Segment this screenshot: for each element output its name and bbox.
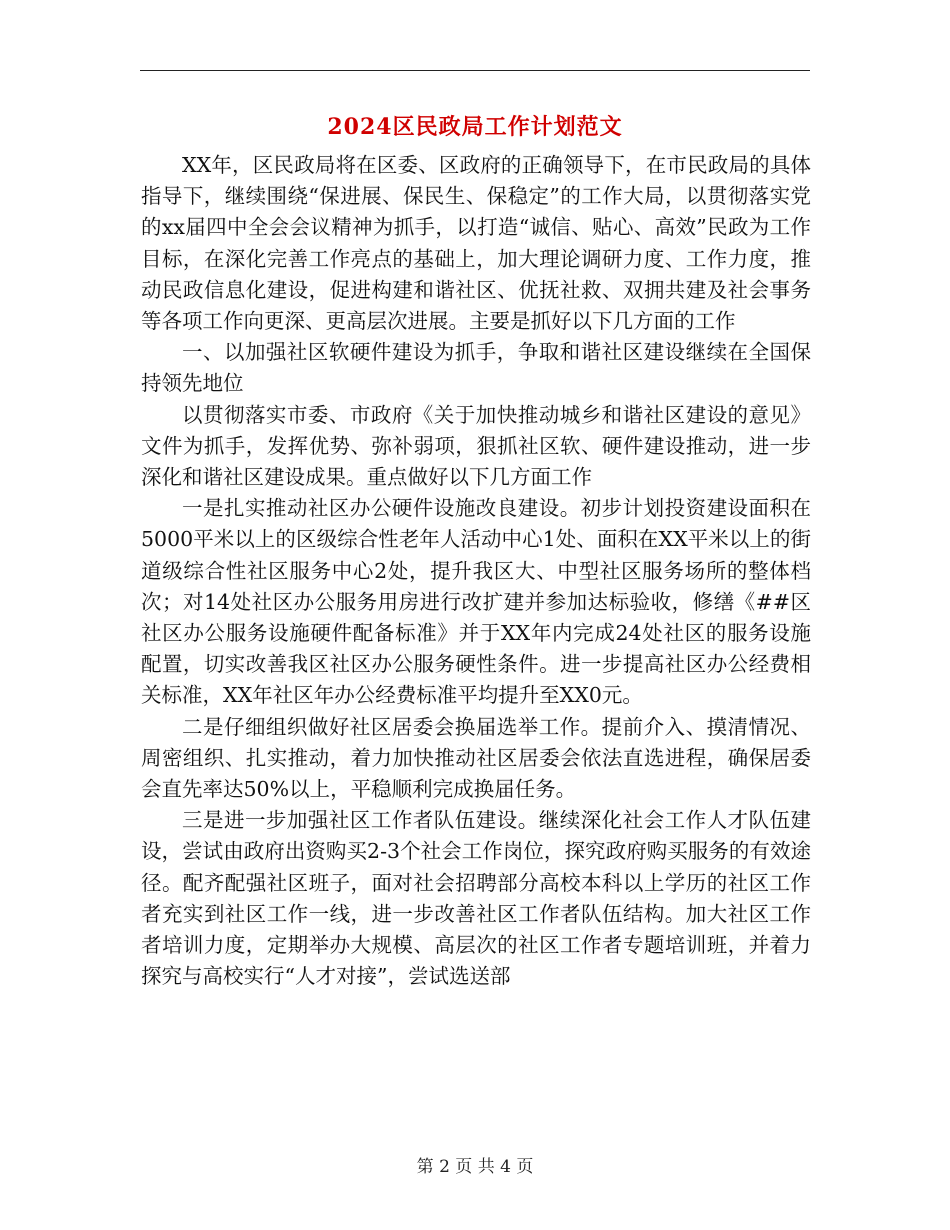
paragraph-item-3: 三是进一步加强社区工作者队伍建设。继续深化社会工作人才队伍建设，尝试由政府出资购买2-3个社会工作岗位，探究政府购买服务的有效途径。配齐配强社区班子，面对社会招聘部分高校本科以上学历的社区工作者充实到社区工作一线，进一步改善社区工作者队伍结构。加大社区工作者培训力度，定期举办大规模、高层次的社区工作者专题培训班，并着力探究与高校实行“人才对接”，尝试选送部: [141, 808, 811, 989]
paragraph-section-heading: 一、以加强社区软硬件建设为抓手，争取和谐社区建设继续在全国保持领先地位: [141, 340, 811, 396]
document-body: [141, 150, 811, 992]
paragraph-section-intro: 以贯彻落实市委、市政府《关于加快推动城乡和谐社区建设的意见》文件为抓手，发挥优势、弥补弱项，狠抓社区软、硬件建设推动，进一步深化和谐社区建设成果。重点做好以下几方面工作: [141, 402, 811, 490]
paragraph-item-2: 二是仔细组织做好社区居委会换届选举工作。提前介入、摸清情况、周密组织、扎实推动，着力加快推动社区居委会依法直选进程，确保居委会直先率达50%以上，平稳顺利完成换届任务。: [141, 714, 811, 802]
paragraph-intro: XX年，区民政局将在区委、区政府的正确领导下，在市民政局的具体指导下，继续围绕“保进展、保民生、保稳定”的工作大局，以贯彻落实党的xx届四中全会会议精神为抓手，以打造“诚信、贴心、高效”民政为工作目标，在深化完善工作亮点的基础上，加大理论调研力度、工作力度，推动民政信息化建设，促进构建和谐社区、优抚社救、双拥共建及社会事务等各项工作向更深、更高层次进展。主要是抓好以下几方面的工作: [141, 153, 811, 334]
document-title: 2024区民政局工作计划范文: [327, 114, 623, 140]
header-rule: [140, 70, 810, 71]
page-number-footer: 第 2 页 共 4 页: [416, 1157, 534, 1177]
paragraph-item-1: 一是扎实推动社区办公硬件设施改良建设。初步计划投资建设面积在5000平米以上的区级综合性老年人活动中心1处、面积在XX平米以上的街道级综合性社区服务中心2处，提升我区大、中型社区服务场所的整体档次；对14处社区办公服务用房进行改扩建并参加达标验收，修缮《##区社区办公服务设施硬件配备标准》并于XX年内完成24处社区的服务设施配置，切实改善我区社区办公服务硬性条件。进一步提高社区办公经费相关标准，XX年社区年办公经费标准平均提升至XX0元。: [141, 496, 811, 708]
